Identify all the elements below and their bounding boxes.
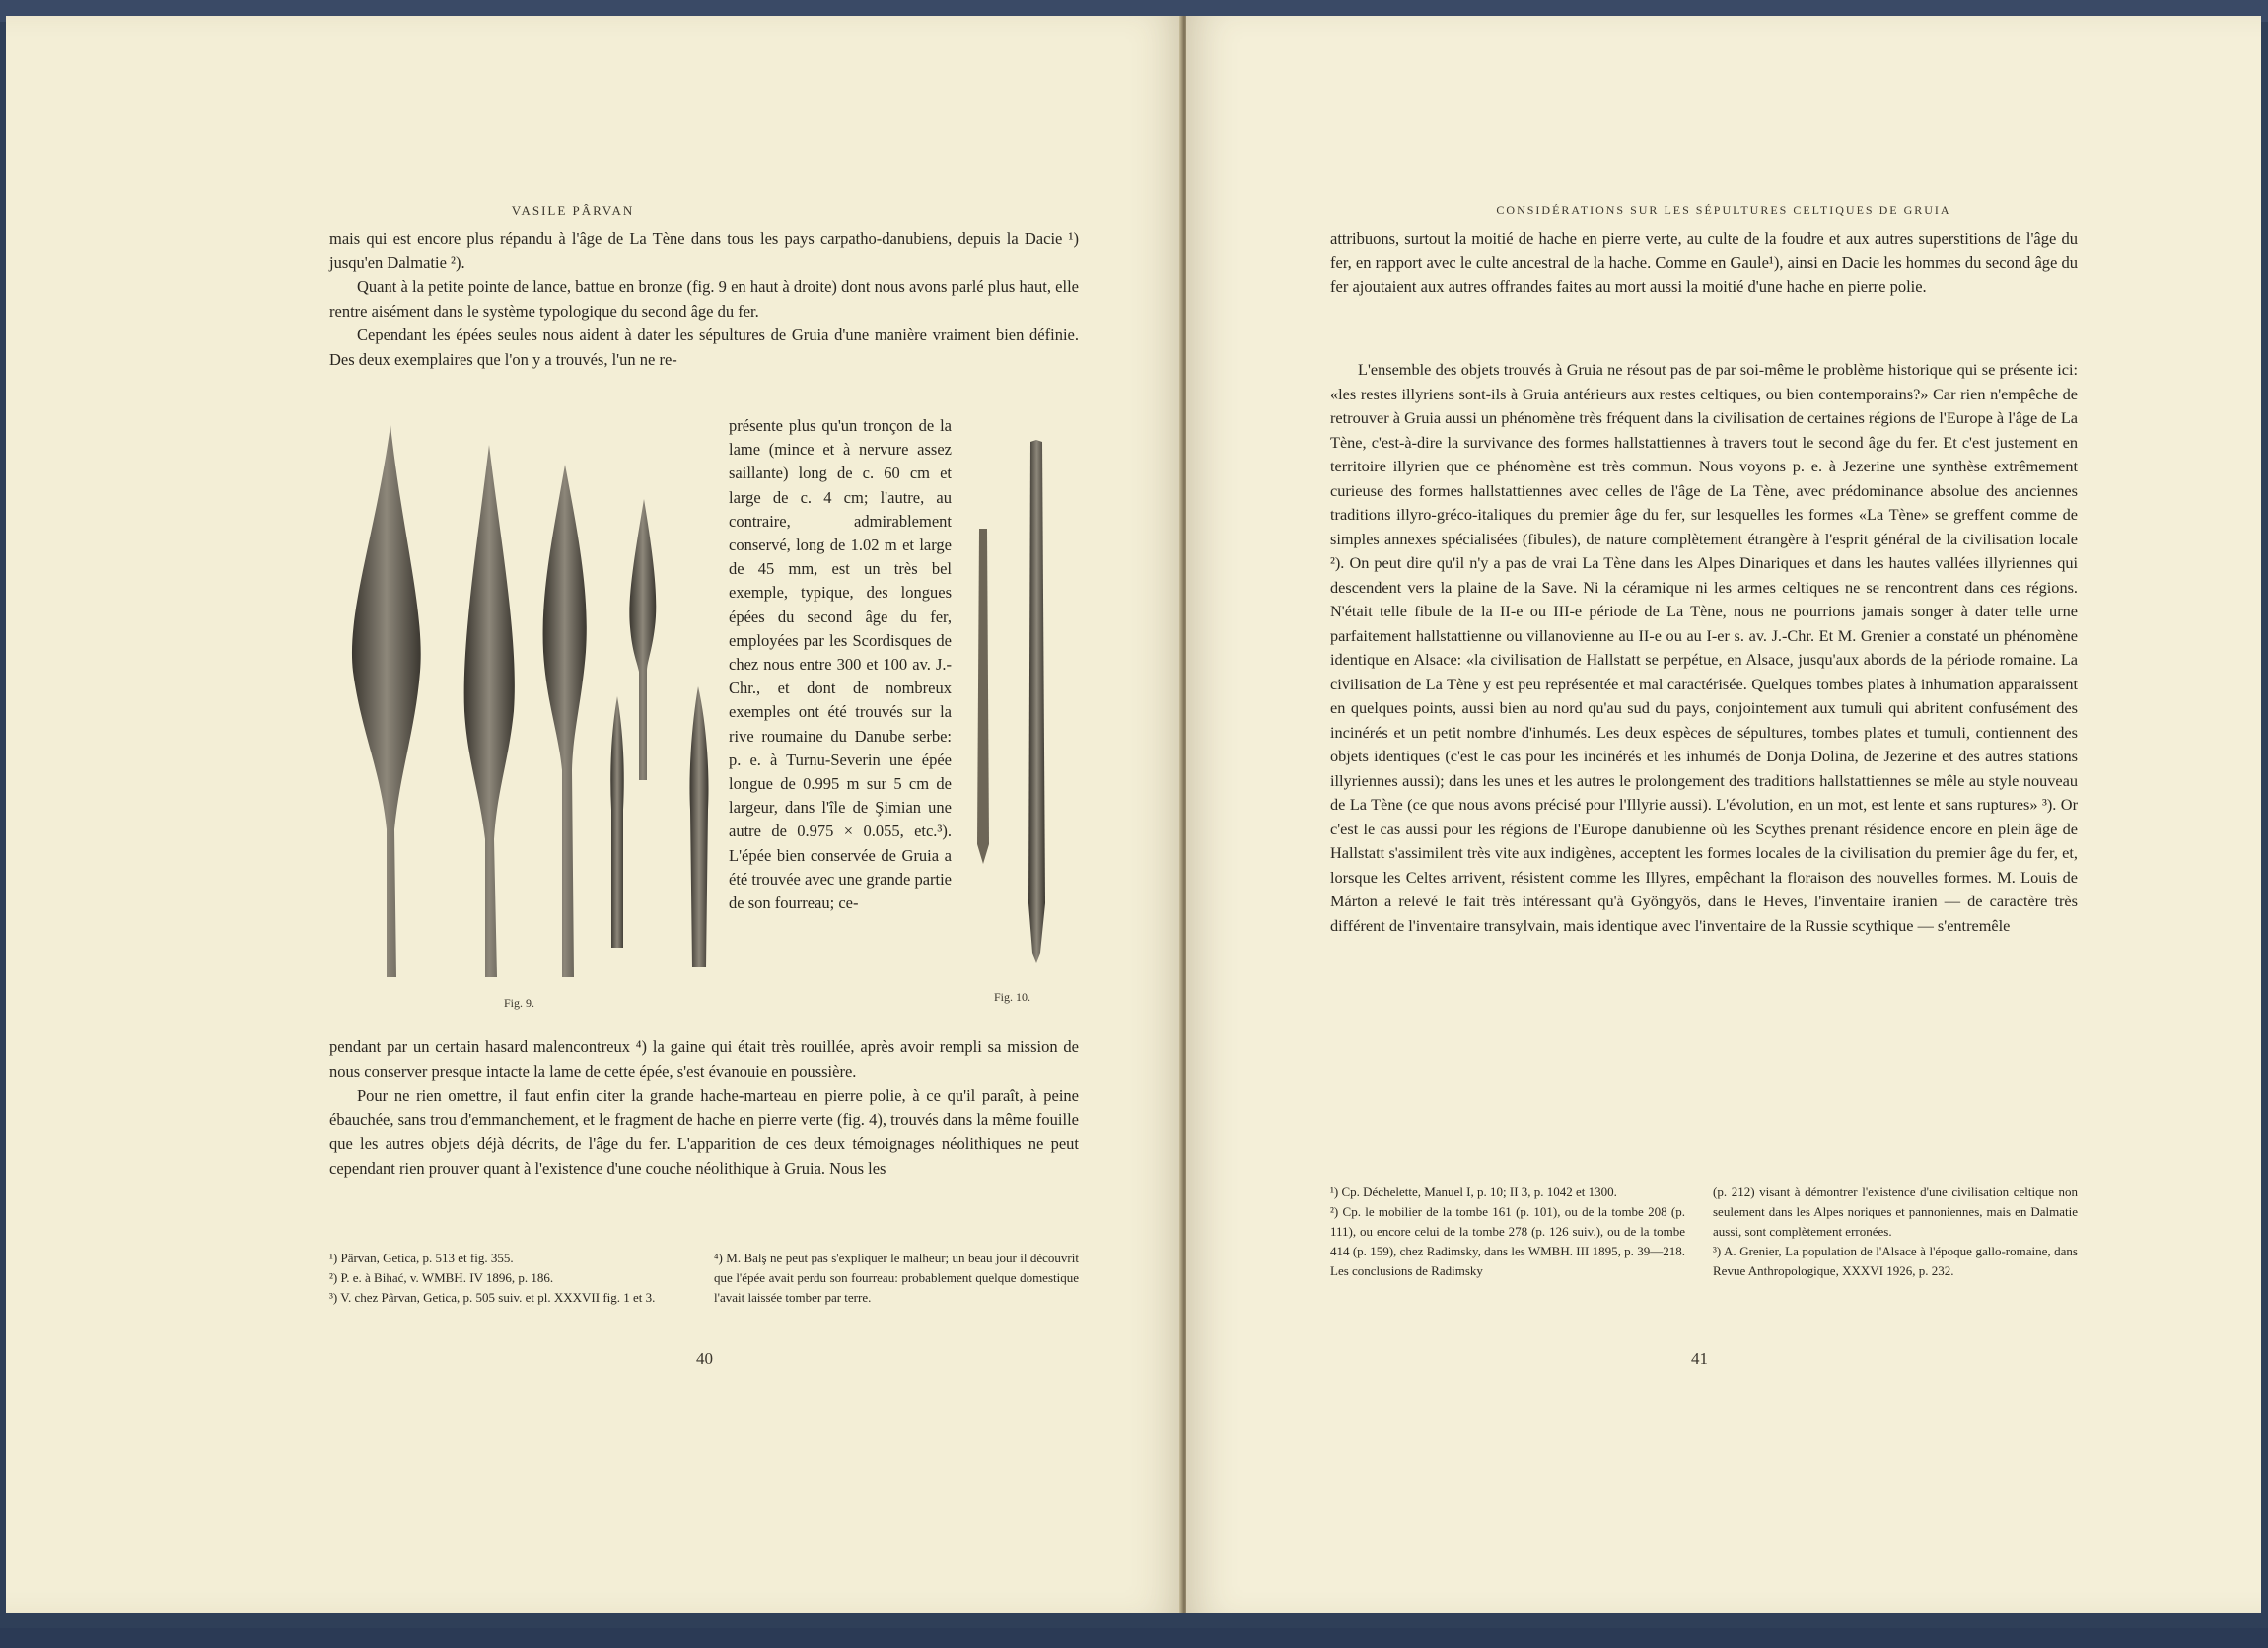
right-top-text	[1330, 227, 2078, 300]
right-page	[1186, 16, 2261, 1613]
spearhead-5	[610, 696, 624, 948]
right-paragraph: attribuons, surtout la moitié de hache en pierre verte, au culte de la foudre et aux autres superstitions de l'âge du fer, en rapport avec le culte ancestral de la hache. Comme en Gaule¹), ainsi en Dacie les hommes du second âge du fer ajoutaient aux autres offrandes faites au mort aussi la moitié d'une hache en pierre polie.	[1330, 229, 2078, 296]
left-footnotes-col1	[329, 1249, 689, 1308]
left-page	[6, 16, 1182, 1613]
footnote: ²) Cp. le mobilier de la tombe 161 (p. 101), ou de la tombe 208 (p. 111), ou encore celui de la tombe 278 (p. 126 suiv.), ou de la tombe 414 (p. 159), chez Radimsky, dans les WMBH. III 1895, p. 39—218. Les conclusions de Radimsky	[1330, 1204, 1685, 1278]
figure-9-spearheads	[331, 415, 726, 992]
spearhead-4	[629, 499, 656, 780]
figure-10-sword	[967, 430, 1056, 982]
footnote: ¹) Pârvan, Getica, p. 513 et fig. 355.	[329, 1251, 514, 1265]
spearhead-1	[352, 425, 421, 977]
footnote: ²) P. e. à Bihać, v. WMBH. IV 1896, p. 186.	[329, 1270, 554, 1285]
left-paragraph: mais qui est encore plus répandu à l'âge de La Tène dans tous les pays carpatho-danubiens, depuis la Dacie ¹) jusqu'en Dalmatie ²).	[329, 229, 1079, 272]
side-column-text: présente plus qu'un tronçon de la lame (mince et à nervure assez saillante) long de c. 60 cm et large de c. 4 cm; l'autre, au contraire, admirablement conservé, long de 1.02 m et large de 45 mm, est un très bel exemple, typique, des longues épées du second âge du fer, employées par les Scordisques de chez nous entre 300 et 100 av. J.-Chr., et dont de nombreux exemples ont été trouvés sur la rive roumaine du Danube serbe: p. e. à Turnu-Severin une épée longue de 0.995 m sur 5 cm de largeur, dans l'île de Şimian une autre de 0.975 × 0.055, etc.³). L'épée bien conservée de Gruia a été trouvée avec une grande partie de son fourreau; ce-	[729, 416, 952, 913]
left-paragraph: Cependant les épées seules nous aident à dater les sépultures de Gruia d'une manière vraiment bien définie. Des deux exemplaires que l'on y a trouvés, l'un ne re-	[329, 325, 1079, 369]
right-running-head: CONSIDÉRATIONS SUR LES SÉPULTURES CELTIQUES DE GRUIA	[1496, 203, 1951, 217]
right-footnotes-col1	[1330, 1182, 1685, 1281]
left-side-column	[729, 414, 952, 915]
footnote: ¹) Cp. Déchelette, Manuel I, p. 10; II 3, p. 1042 et 1300.	[1330, 1184, 1617, 1199]
left-paragraph: Pour ne rien omettre, il faut enfin citer la grande hache-marteau en pierre polie, à ce qu'il paraît, à peine ébauchée, sans trou d'emmanchement, et le fragment de hache en pierre verte (fig. 4), trouvés dans la même fouille que les autres objets déjà décrits, de l'âge du fer. L'apparition de ces deux témoignages néolithiques ne peut cependant rien prouver quant à l'existence d'une couche néolithique à Gruia. Nous les	[329, 1086, 1079, 1178]
sword-fragment	[977, 529, 989, 864]
left-footnotes-col2	[714, 1249, 1079, 1308]
left-bottom-text	[329, 1036, 1079, 1181]
footnote: ⁴) M. Balş ne peut pas s'expliquer le malheur; un beau jour il découvrit que l'épée avait perdu son fourreau: probablement quelque domestique l'avait laissée tomber par terre.	[714, 1251, 1079, 1305]
footnote: (p. 212) visant à démontrer l'existence d'une civilisation celtique non seulement dans les Alpes noriques et pannoniennes, mais en Dalmatie aussi, sont complètement erronées.	[1713, 1184, 2078, 1239]
left-running-head: VASILE PÂRVAN	[511, 203, 635, 218]
page-number-40: 40	[696, 1349, 713, 1368]
spearhead-2	[464, 445, 515, 977]
left-top-text	[329, 227, 1079, 372]
left-paragraph: pendant par un certain hasard malencontreux ⁴) la gaine qui était très rouillée, après avoir rempli sa mission de nous conserver presque intacte la lame de cette épée, s'est évanouie en poussière.	[329, 1038, 1079, 1081]
page-number-41: 41	[1691, 1349, 1708, 1368]
book-frame-bottom	[0, 1628, 2268, 1648]
right-footnotes-col2	[1713, 1182, 2078, 1281]
left-paragraph: Quant à la petite pointe de lance, battue en bronze (fig. 9 en haut à droite) dont nous avons parlé plus haut, elle rentre aisément dans le système typologique du second âge du fer.	[329, 277, 1079, 321]
figure-10-caption: Fig. 10.	[994, 990, 1031, 1004]
sword-long	[1028, 440, 1045, 963]
footnote: ³) A. Grenier, La population de l'Alsace à l'époque gallo-romaine, dans Revue Anthropologique, XXXVI 1926, p. 232.	[1713, 1244, 2078, 1278]
figure-9-caption: Fig. 9.	[504, 996, 535, 1010]
spearhead-6	[689, 686, 708, 967]
spearhead-3	[543, 465, 587, 977]
footnote: ³) V. chez Pârvan, Getica, p. 505 suiv. et pl. XXXVII fig. 1 et 3.	[329, 1290, 656, 1305]
right-paragraph: L'ensemble des objets trouvés à Gruia ne résout pas de par soi-même le problème historique qui se présente ici: «les restes illyriens sont-ils à Gruia antérieurs aux restes celtiques, ou bien contemporains?» Car rien n'empêche de retrouver à Gruia aussi un phénomène très fréquent dans la civilisation de certaines régions de l'Europe à l'âge de La Tène, c'est-à-dire la survivance des formes hallstattiennes à travers tout le second âge du fer. Et c'est justement en territoire illyrien que ce phénomène est très commun. Nous voyons p. e. à Jezerine une synthèse extrêmement curieuse des formes hallstattiennes avec celles de l'âge de La Tène, avec prédominance absolue des anciennes traditions illyro-gréco-italiques du premier âge du fer, sur lesquelles les formes «La Tène» se greffent comme de simples annexes spécialisées (fibules), de nature complètement étrangère à l'esprit général de la civilisation locale ²). On peut dire qu'il n'y a pas de vrai La Tène dans les Alpes Dinariques et dans les hautes vallées illyriennes qui descendent vers la plaine de la Save. Ni la céramique ni les armes celtiques ne se rencontrent dans ces régions. N'était telle fibule de la II-e ou III-e période de La Tène, nous ne pourrions jamais songer à dater telle urne parfaitement hallstattienne ou villanovienne au II-e ou au I-er s. av. J.-Chr. Et M. Grenier a constaté un phénomène identique en Alsace: «la civilisation de Hallstatt se perpétue, en Alsace, jusqu'aux abords de la période romaine. La civilisation de La Tène y est peu représentée et mal caractérisée. Quelques tombes plates à inhumation apparaissent en quelques points, aussi bien au nord qu'au sud du pays, conjointement aux tumuli qui abritent confusément des incinérés et un petit nombre d'inhumés. Les deux espèces de sépultures, tombes plates et tumuli, contiennent des objets identiques (c'est le cas pour les incinérés et les inhumés de Donja Dolina, de Jezerine et des autres stations illyriennes aussi); dans les unes et les autres le prolongement des traditions hallstattiennes se mêle au style nouveau de La Tène (ce que nous avons précisé pour l'Illyrie aussi). L'évolution, en un mot, est lente et sans ruptures» ³). Or c'est le cas aussi pour les régions de l'Europe danubienne où les Scythes prenant résidence encore en plein âge de Hallstatt s'assimilent très vite aux indigènes, acceptent les formes locales de la civilisation du premier âge du fer, et, lorsque les Celtes arrivent, résistent comme les Illyres, empêchant la floraison des nouvelles formes. M. Louis de Márton a relevé le fait très intéressant qu'à Gyöngyös, dans le Heves, l'inventaire iranien — de caractère très différent de l'inventaire transylvain, mais identique avec l'inventaire de la Russie scythique — s'entremêle	[1330, 360, 2078, 935]
right-main-text	[1330, 358, 2078, 938]
